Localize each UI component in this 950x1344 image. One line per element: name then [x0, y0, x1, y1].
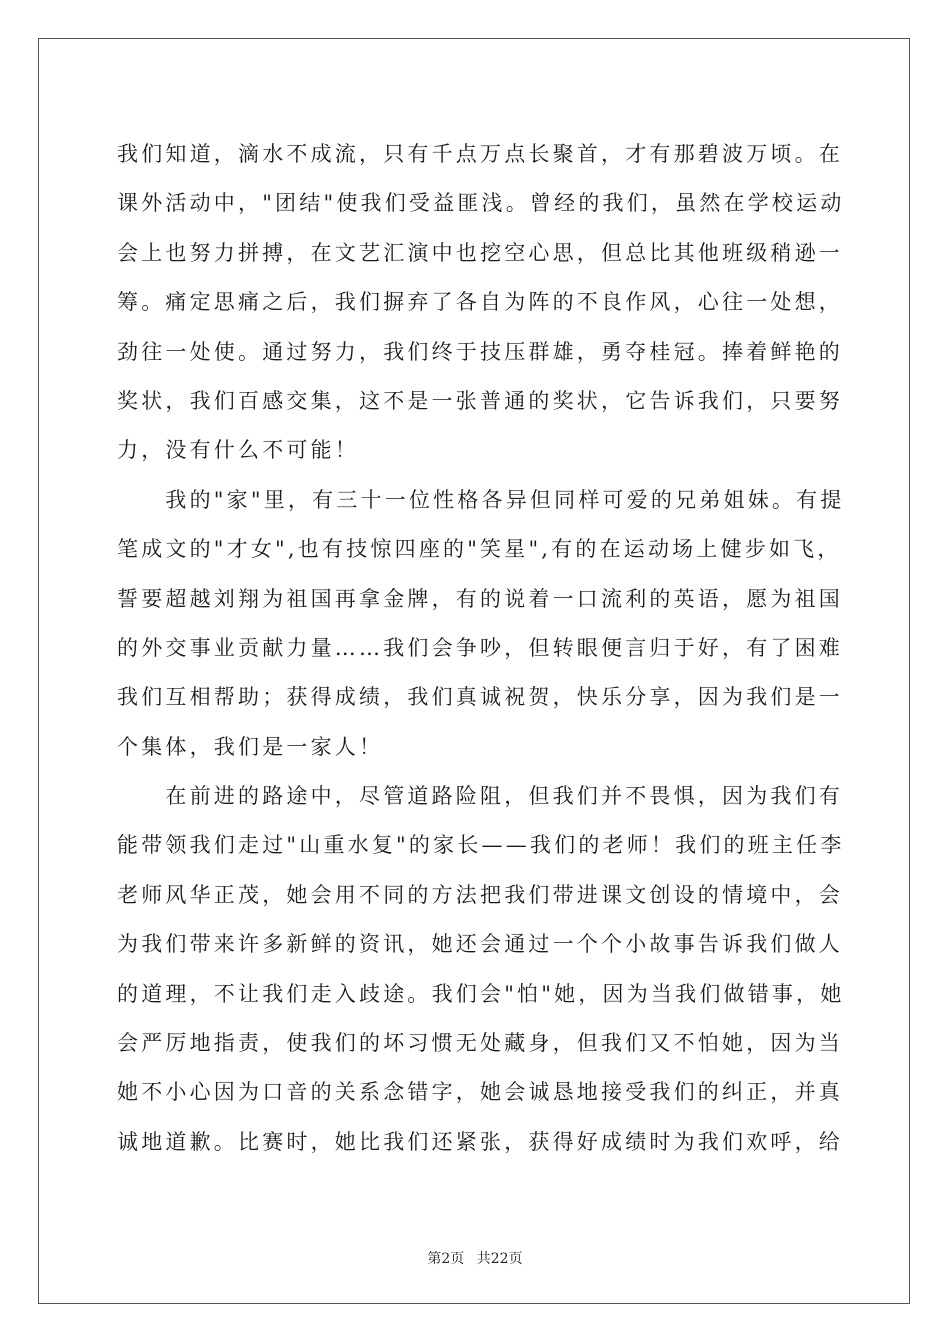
text-line: 会上也努力拼搏，在文艺汇演中也挖空心思，但总比其他班级稍逊一 — [117, 240, 843, 265]
text-line: 我们知道，滴水不成流，只有千点万点长聚首，才有那碧波万顷。在 — [117, 142, 843, 166]
text-line: 奖状，我们百感交集，这不是一张普通的奖状，它告诉我们，只要努 — [117, 388, 843, 413]
text-line: 我们互相帮助；获得成绩，我们真诚祝贺，快乐分享，因为我们是一 — [117, 685, 843, 710]
text-line: 能带领我们走过"山重水复"的家长——我们的老师！我们的班主任李 — [117, 833, 845, 858]
document-body — [117, 130, 845, 1167]
text-line: 力，没有什么不可能！ — [117, 438, 359, 463]
text-line: 课外活动中，"团结"使我们受益匪浅。曾经的我们，虽然在学校运动 — [117, 191, 845, 216]
text-line: 在前进的路途中，尽管道路险阻，但我们并不畏惧，因为我们有 — [117, 784, 843, 809]
text-line: 的外交事业贡献力量……我们会争吵，但转眼便言归于好，有了困难 — [117, 635, 843, 660]
text-line: 个集体，我们是一家人！ — [117, 734, 384, 759]
page-footer — [0, 1248, 950, 1268]
text-line: 筹。痛定思痛之后，我们摒弃了各自为阵的不良作风，心往一处想， — [117, 290, 843, 315]
text-line: 为我们带来许多新鲜的资讯，她还会通过一个个小故事告诉我们做人 — [117, 932, 843, 957]
text-line: 她不小心因为口音的关系念错字，她会诚恳地接受我们的纠正，并真 — [117, 1080, 843, 1105]
text-line: 会严厉地指责，使我们的坏习惯无处藏身，但我们又不怕她，因为当 — [117, 1031, 843, 1056]
text-line: 誓要超越刘翔为祖国再拿金牌，有的说着一口流利的英语，愿为祖国 — [117, 586, 843, 611]
text-line: 的道理，不让我们走入歧途。我们会"怕"她，因为当我们做错事，她 — [117, 981, 845, 1006]
page-number: 第2页 — [427, 1251, 465, 1267]
text-line: 老师风华正茂，她会用不同的方法把我们带进课文创设的情境中，会 — [117, 882, 843, 907]
page-total: 共22页 — [476, 1251, 523, 1267]
text-line: 我的"家"里，有三十一位性格各异但同样可爱的兄弟姐妹。有提 — [117, 487, 845, 512]
text-line: 笔成文的"才女",也有技惊四座的"笑星",有的在运动场上健步如飞， — [117, 537, 842, 562]
text-line: 劲往一处使。通过努力，我们终于技压群雄，勇夺桂冠。捧着鲜艳的 — [117, 339, 843, 364]
text-line: 诚地道歉。比赛时，她比我们还紧张，获得好成绩时为我们欢呼，给 — [117, 1129, 843, 1154]
